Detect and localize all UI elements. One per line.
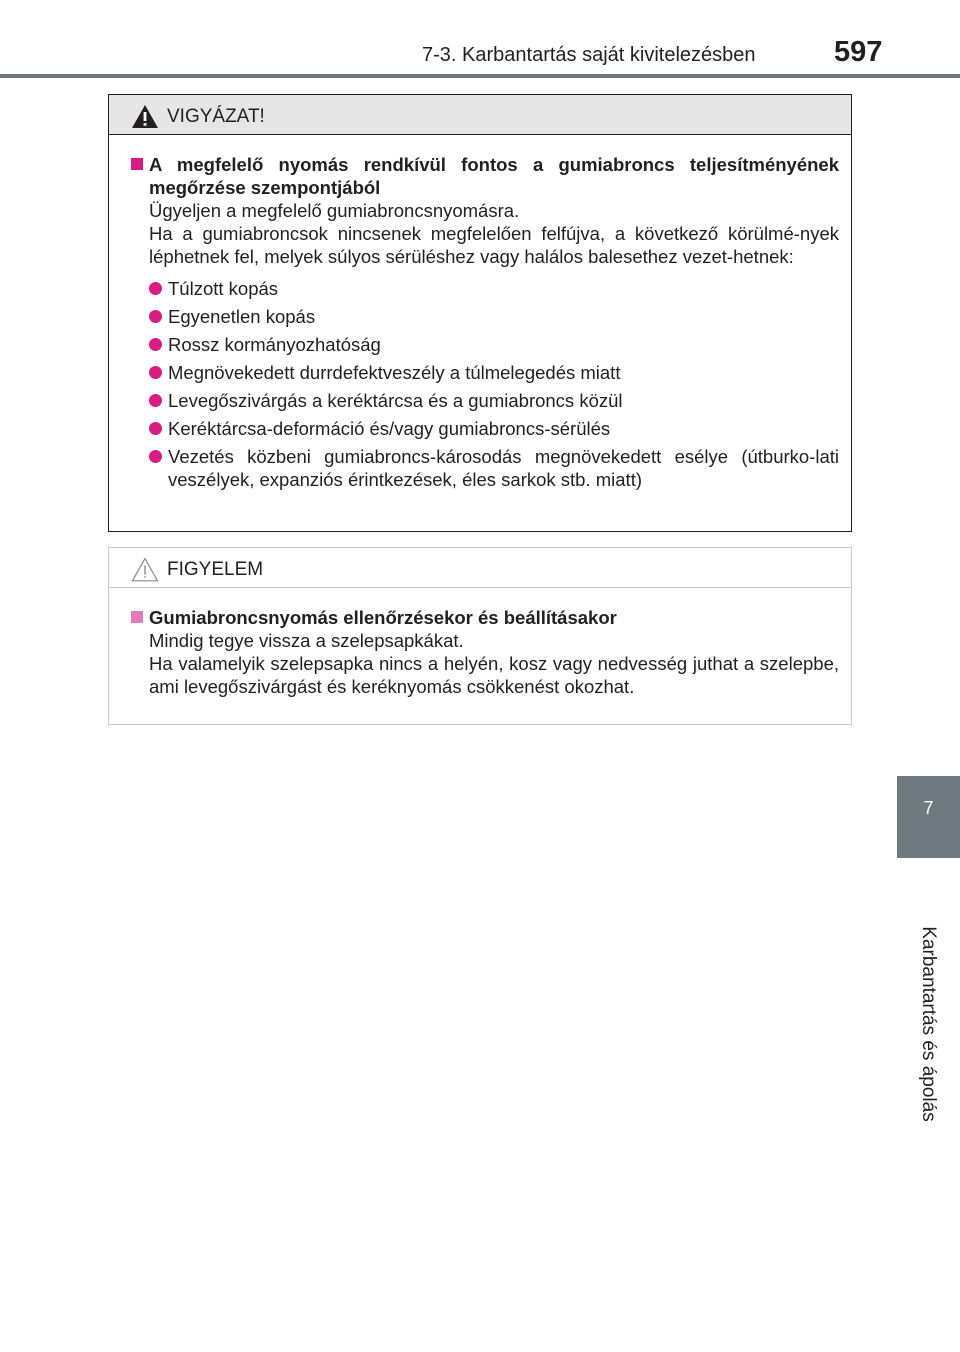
warning-box-header: [109, 95, 851, 135]
round-bullet-icon: [149, 282, 162, 295]
notice-triangle-icon: [131, 557, 159, 582]
header-rule: [0, 74, 960, 78]
list-item: Megnövekedett durrdefektveszély a túlmelegedés miatt: [149, 361, 839, 384]
warning-bullet-list: [149, 277, 839, 491]
section-title: 7-3. Karbantartás saját kivitelezésben: [422, 44, 756, 66]
warning-box: [108, 94, 852, 532]
round-bullet-icon: [149, 338, 162, 351]
round-bullet-icon: [149, 310, 162, 323]
square-bullet-icon: [131, 611, 143, 623]
warning-paragraph-2: Ha a gumiabroncsok nincsenek megfelelően felfújva, a következő körülmé-nyek léphetnek fel, melyek súlyos sérüléshez vagy halálos balesethez vezet-hetnek:: [149, 223, 839, 267]
square-bullet-icon: [131, 158, 143, 170]
notice-box-body: [109, 588, 851, 698]
page-number: 597: [834, 36, 883, 68]
notice-heading-row: [131, 606, 839, 698]
round-bullet-icon: [149, 422, 162, 435]
notice-text-block: [149, 606, 839, 698]
notice-paragraph-2: Ha valamelyik szelepsapka nincs a helyén, kosz vagy nedvesség juthat a szelepbe, ami levegőszivárgást és keréknyomás csökkenést okozhat.: [149, 653, 839, 697]
notice-heading: Gumiabroncsnyomás ellenőrzésekor és beállításakor: [149, 607, 617, 628]
warning-box-body: [109, 135, 851, 496]
list-item: Keréktárcsa-deformáció és/vagy gumiabroncs-sérülés: [149, 417, 839, 440]
notice-box: [108, 547, 852, 725]
warning-heading-row: [131, 153, 839, 496]
warning-heading: A megfelelő nyomás rendkívül fontos a gumiabroncs teljesítményének megőrzése szempontjából: [149, 154, 839, 198]
chapter-title: Karbantartás és ápolás: [918, 926, 939, 1122]
chapter-number: 7: [923, 798, 934, 819]
warning-label: VIGYÁZAT!: [167, 106, 265, 127]
notice-box-header: [109, 548, 851, 588]
round-bullet-icon: [149, 366, 162, 379]
round-bullet-icon: [149, 394, 162, 407]
chapter-tab: [897, 776, 960, 858]
list-item: Rossz kormányozhatóság: [149, 333, 839, 356]
notice-paragraph-1: Mindig tegye vissza a szelepsapkákat.: [149, 630, 464, 651]
list-item: Egyenetlen kopás: [149, 305, 839, 328]
round-bullet-icon: [149, 450, 162, 463]
list-item: Vezetés közbeni gumiabroncs-károsodás megnövekedett esélye (útburko-lati veszélyek, expanziós érintkezések, éles sarkok stb. miatt): [149, 445, 839, 491]
notice-label: FIGYELEM: [167, 559, 264, 580]
warning-text-block: [149, 153, 839, 496]
warning-triangle-icon: [131, 104, 159, 129]
warning-paragraph-1: Ügyeljen a megfelelő gumiabroncsnyomásra.: [149, 200, 520, 221]
list-item: Túlzott kopás: [149, 277, 839, 300]
list-item: Levegőszivárgás a keréktárcsa és a gumiabroncs közül: [149, 389, 839, 412]
